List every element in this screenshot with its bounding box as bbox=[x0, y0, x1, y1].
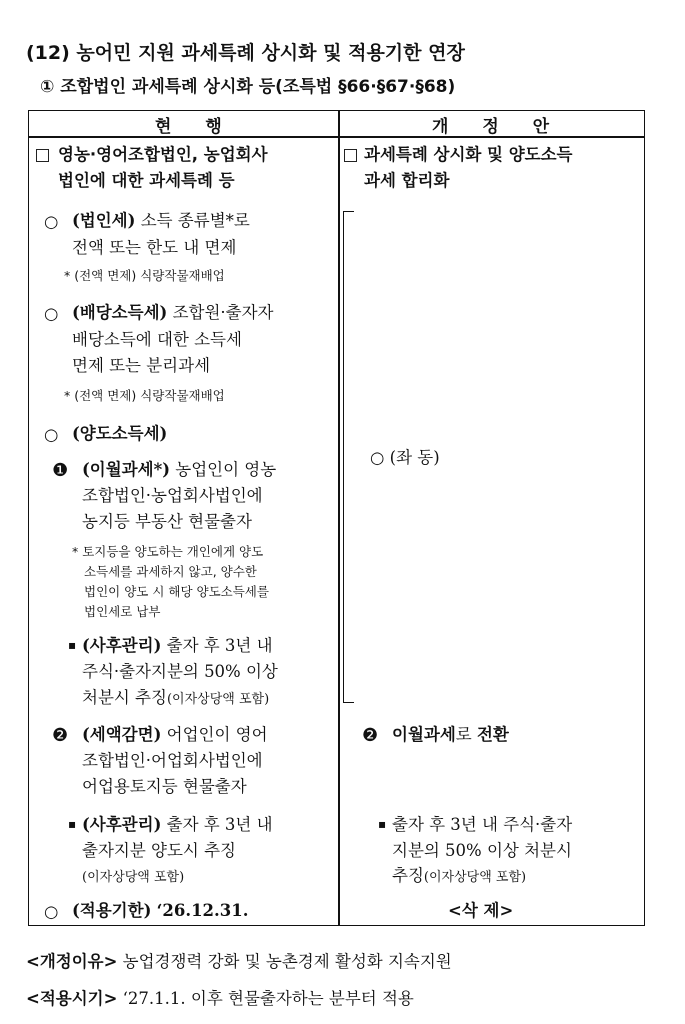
deferral-note-line3: 법인이 양도 시 해당 양도소득세를 bbox=[84, 584, 269, 599]
post-management-1-line3b: (이자상당액 포함) bbox=[166, 692, 270, 707]
number-two-icon: ❷ bbox=[52, 725, 69, 746]
circle-bullet-icon: ○ bbox=[44, 304, 59, 323]
deferral-note-line4: 법인세로 납부 bbox=[84, 604, 161, 619]
dividend-tax-note: * (전액 면제) 식량작물재배업 bbox=[64, 388, 225, 403]
small-bullet-icon: ▪ bbox=[68, 638, 77, 652]
deadline-head: (적용기한) bbox=[72, 901, 152, 920]
post-management-head-1: (사후관리) bbox=[82, 636, 162, 655]
post-management-2-line1: 출자 후 3년 내 bbox=[166, 815, 273, 834]
bracket-left bbox=[343, 211, 354, 703]
deadline-value: ‘26.12.31. bbox=[156, 901, 249, 920]
column-divider bbox=[338, 110, 340, 926]
revised-bullet-line2: 지분의 50% 이상 처분시 bbox=[392, 841, 572, 860]
dividend-tax-line1: 조합원·출자자 bbox=[172, 303, 274, 322]
applied-text: ‘27.1.1. 이후 현물출자하는 분부터 적용 bbox=[122, 989, 414, 1008]
same-as-left: ○ (좌 동) bbox=[370, 448, 440, 467]
revised-title-line2: 과세 합리화 bbox=[364, 171, 450, 190]
circle-bullet-icon: ○ bbox=[44, 902, 59, 921]
column-header-current: 현 행 bbox=[155, 117, 236, 137]
post-management-1 bbox=[82, 632, 273, 659]
convert-deferral-b: 로 bbox=[455, 725, 472, 744]
reason-line bbox=[26, 948, 452, 972]
current-section-title-line1: 영농·영어조합법인, 농업회사 bbox=[58, 145, 268, 164]
post-management-2-line3: (이자상당액 포함) bbox=[82, 870, 185, 885]
revised-bullet-line3 bbox=[392, 862, 526, 891]
small-bullet-icon: ▪ bbox=[68, 817, 77, 831]
convert-deferral bbox=[392, 721, 509, 748]
post-management-1-line2: 주식·출자지분의 50% 이상 bbox=[82, 662, 278, 681]
corp-tax-note: * (전액 면제) 식량작물재배업 bbox=[64, 268, 225, 283]
convert-deferral-a: 이월과세 bbox=[392, 725, 456, 744]
dividend-tax-head: (배당소득세) bbox=[72, 303, 168, 322]
transfer-tax-head: (양도소득세) bbox=[72, 424, 168, 443]
applied-label: <적용시기> bbox=[26, 989, 118, 1008]
checkbox-square-icon bbox=[344, 149, 357, 162]
deferral-note-line2: 소득세를 과세하지 않고, 양수한 bbox=[84, 564, 257, 579]
post-management-1-line3a: 처분시 추징 bbox=[82, 688, 167, 707]
post-management-head-2: (사후관리) bbox=[82, 815, 162, 834]
deferral-note-line1: * 토지등을 양도하는 개인에게 양도 bbox=[72, 544, 264, 559]
corp-tax-line2: 전액 또는 한도 내 면제 bbox=[72, 238, 237, 257]
column-header-revised: 개 정 안 bbox=[432, 117, 564, 137]
dividend-tax-line3: 면제 또는 분리과세 bbox=[72, 356, 211, 375]
subsection-heading: ① 조합법인 과세특례 상시화 등(조특법 §66·§67·§68) bbox=[40, 77, 456, 97]
corp-tax-item bbox=[72, 207, 250, 234]
revised-bullet-line1: 출자 후 3년 내 주식·출자 bbox=[392, 815, 573, 834]
section-heading: (12) 농어민 지원 과세특례 상시화 및 적용기한 연장 bbox=[26, 42, 465, 64]
convert-deferral-c: 전환 bbox=[476, 725, 509, 744]
applied-line bbox=[26, 985, 414, 1009]
dividend-tax-item bbox=[72, 299, 273, 326]
reduction-head: (세액감면) bbox=[82, 725, 162, 744]
deleted-label: <삭 제> bbox=[448, 901, 514, 920]
corp-tax-line1: 소득 종류별*로 bbox=[140, 211, 250, 230]
reduction-line1: 어업인이 영어 bbox=[166, 725, 268, 744]
deadline-item bbox=[72, 897, 249, 924]
reduction-item bbox=[82, 721, 268, 748]
number-one-icon: ❶ bbox=[52, 460, 69, 481]
circle-bullet-icon: ○ bbox=[44, 212, 59, 231]
revised-title-line1: 과세특례 상시화 및 양도소득 bbox=[364, 145, 573, 164]
reduction-line3: 어업용토지등 현물출자 bbox=[82, 777, 247, 796]
post-management-2 bbox=[82, 811, 273, 838]
reduction-line2: 조합법인·어업회사법인에 bbox=[82, 751, 263, 770]
revised-bullet-line3a: 추징 bbox=[392, 866, 424, 885]
number-two-icon: ❷ bbox=[362, 725, 379, 746]
deferral-head: (이월과세*) bbox=[82, 460, 170, 479]
deferral-line2: 조합법인·농업회사법인에 bbox=[82, 486, 263, 505]
reason-text: 농업경쟁력 강화 및 농촌경제 활성화 지속지원 bbox=[122, 952, 452, 971]
small-bullet-icon: ▪ bbox=[378, 817, 387, 831]
deferral-line3: 농지등 부동산 현물출자 bbox=[82, 512, 252, 531]
current-section-title-line2: 법인에 대한 과세특례 등 bbox=[58, 171, 235, 190]
revised-bullet-line3b: (이자상당액 포함) bbox=[423, 870, 527, 885]
circle-bullet-icon: ○ bbox=[44, 425, 59, 444]
corp-tax-head: (법인세) bbox=[72, 211, 136, 230]
dividend-tax-line2: 배당소득에 대한 소득세 bbox=[72, 330, 242, 349]
deferral-line1: 농업인이 영농 bbox=[175, 460, 277, 479]
post-management-1-line3 bbox=[82, 684, 269, 713]
deferral-item bbox=[82, 456, 276, 483]
reason-label: <개정이유> bbox=[26, 952, 118, 971]
checkbox-square-icon bbox=[36, 149, 49, 162]
post-management-2-line2: 출자지분 양도시 추징 bbox=[82, 841, 236, 860]
post-management-1-line1: 출자 후 3년 내 bbox=[166, 636, 273, 655]
